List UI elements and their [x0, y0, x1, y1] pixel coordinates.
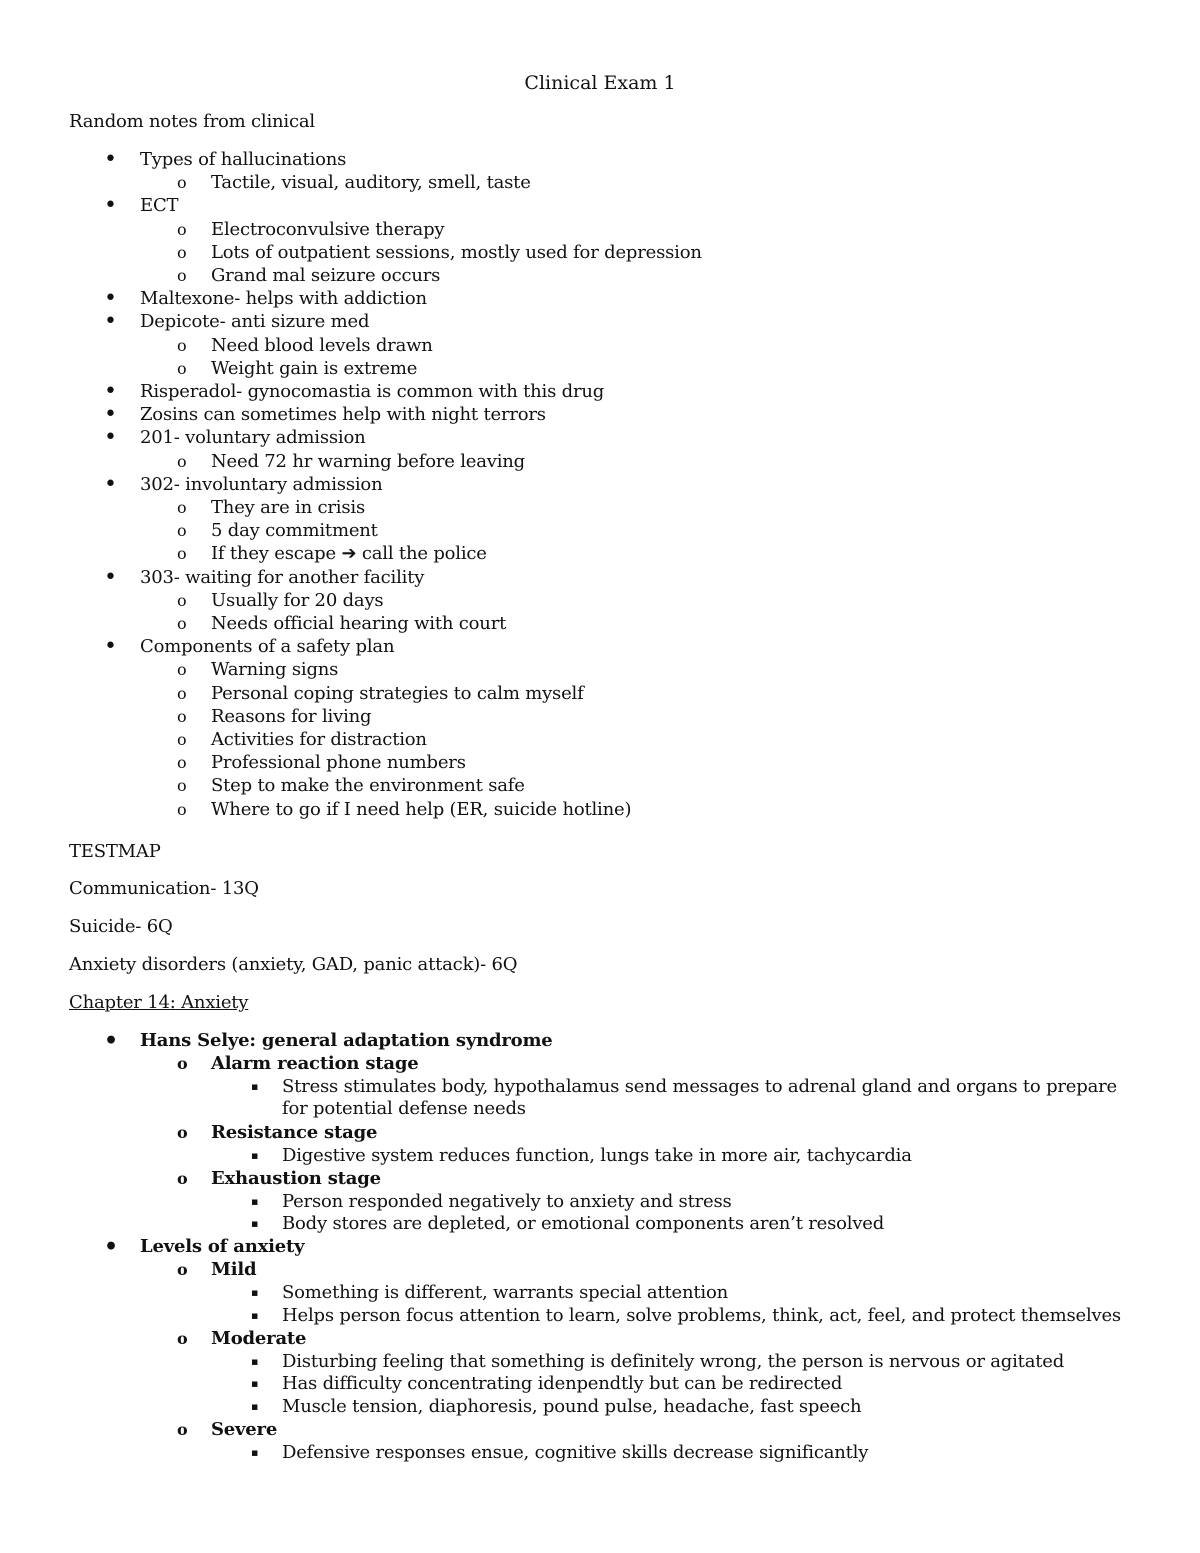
sub-list-item: Grand mal seizure occurs — [211, 265, 441, 286]
section-heading: Hans Selye: general adaptation syndrome — [140, 1030, 553, 1051]
bullet-icon: • — [104, 309, 117, 335]
bullet-icon: • — [104, 147, 117, 172]
circle-bullet-icon: o — [177, 544, 187, 564]
square-bullet-icon: ▪ — [251, 1354, 259, 1368]
sub-list-item: Personal coping strategies to calm myself — [211, 682, 584, 704]
sub-list-item: Activities for distraction — [211, 729, 427, 750]
sub-list-item: Reasons for living — [211, 705, 372, 727]
list-item: Zosins can sometimes help with night terrors — [140, 404, 546, 426]
sub-list-item: Usually for 20 days — [211, 589, 384, 611]
bullet-icon: • — [104, 1234, 119, 1260]
circle-bullet-icon: o — [177, 1328, 188, 1348]
stage-heading: Mild — [211, 1259, 257, 1281]
list-item: Risperadol- gynocomastia is common with this drug — [140, 381, 605, 402]
detail-item: Person responded negatively to anxiety and stress — [282, 1190, 732, 1212]
chapter-heading: Chapter 14: Anxiety — [69, 992, 249, 1013]
section-heading: Levels of anxiety — [140, 1236, 305, 1257]
circle-bullet-icon: o — [177, 753, 187, 773]
sub-list-item: Professional phone numbers — [211, 752, 466, 774]
detail-item: Body stores are depleted, or emotional components aren’t resolved — [282, 1213, 885, 1235]
stage-heading: Severe — [211, 1418, 278, 1440]
circle-bullet-icon: o — [177, 1419, 188, 1439]
circle-bullet-icon: o — [177, 1260, 188, 1280]
sub-list-item: Lots of outpatient sessions, mostly used for depression — [211, 241, 702, 263]
sub-list-item: Weight gain is extreme — [211, 357, 418, 379]
testmap-item: Suicide- 6Q — [69, 916, 173, 937]
bullet-icon: • — [104, 425, 117, 451]
sub-list-item: Warning signs — [211, 659, 339, 681]
circle-bullet-icon: o — [177, 1168, 188, 1188]
square-bullet-icon: ▪ — [251, 1217, 259, 1231]
square-bullet-icon: ▪ — [251, 1445, 259, 1459]
circle-bullet-icon: o — [177, 660, 187, 680]
circle-bullet-icon: o — [177, 730, 187, 749]
detail-item: Muscle tension, diaphoresis, pound pulse, headache, fast speech — [282, 1396, 862, 1417]
circle-bullet-icon: o — [177, 590, 187, 610]
detail-item: Stress stimulates body, hypothalamus send messages to adrenal gland and organs to prepare for potential defense needs — [282, 1076, 1117, 1120]
sub-list-item: 5 day commitment — [211, 520, 378, 542]
square-bullet-icon: ▪ — [251, 1194, 259, 1208]
stage-heading: Moderate — [211, 1327, 307, 1349]
sub-list-item: Need 72 hr warning before leaving — [211, 450, 526, 472]
square-bullet-icon: ▪ — [251, 1149, 259, 1162]
sub-list-item: Need blood levels drawn — [211, 334, 433, 356]
bullet-icon: • — [104, 379, 117, 404]
detail-item: Defensive responses ensue, cognitive skills decrease significantly — [282, 1441, 869, 1463]
square-bullet-icon: ▪ — [251, 1377, 259, 1391]
sub-list-item: Electroconvulsive therapy — [211, 218, 445, 240]
detail-item: Helps person focus attention to learn, solve problems, think, act, feel, and protect themselves — [282, 1305, 1121, 1326]
detail-item: Disturbing feeling that something is definitely wrong, the person is nervous or agitated — [282, 1350, 1065, 1372]
sub-list-item: Step to make the environment safe — [211, 775, 525, 797]
testmap-item: Anxiety disorders (anxiety, GAD, panic attack)- 6Q — [69, 954, 518, 975]
list-item: Components of a safety plan — [140, 636, 395, 658]
circle-bullet-icon: o — [177, 173, 187, 193]
square-bullet-icon: ▪ — [251, 1309, 259, 1322]
bullet-icon: • — [104, 402, 117, 428]
sub-list-item: Tactile, visual, auditory, smell, taste — [211, 172, 531, 194]
circle-bullet-icon: o — [177, 498, 187, 517]
stage-heading: Alarm reaction stage — [211, 1053, 419, 1075]
bullet-icon: • — [104, 193, 117, 219]
circle-bullet-icon: o — [177, 1122, 188, 1142]
intro-text: Random notes from clinical — [69, 111, 315, 132]
circle-bullet-icon: o — [177, 683, 187, 703]
list-item: Types of hallucinations — [140, 149, 347, 170]
sub-list-item: Where to go if I need help (ER, suicide hotline) — [211, 798, 632, 820]
bullet-icon: • — [104, 634, 117, 660]
circle-bullet-icon: o — [177, 614, 187, 633]
circle-bullet-icon: o — [177, 335, 187, 355]
circle-bullet-icon: o — [177, 266, 187, 285]
list-item: Depicote- anti sizure med — [140, 311, 370, 333]
list-item: 303- waiting for another facility — [140, 566, 425, 588]
stage-heading: Resistance stage — [211, 1121, 378, 1143]
detail-item: Has difficulty concentrating idenpendtly but can be redirected — [282, 1373, 843, 1395]
circle-bullet-icon: o — [177, 521, 187, 541]
bullet-icon: • — [104, 471, 117, 497]
circle-bullet-icon: o — [177, 1054, 188, 1074]
square-bullet-icon: ▪ — [251, 1400, 259, 1413]
list-item: 201- voluntary admission — [140, 427, 366, 449]
testmap-heading: TESTMAP — [69, 841, 161, 862]
bullet-icon: • — [104, 1028, 119, 1054]
page-title: Clinical Exam 1 — [524, 72, 676, 94]
detail-item: Digestive system reduces function, lungs take in more air, tachycardia — [282, 1145, 912, 1166]
sub-list-item: If they escape ➔ call the police — [211, 543, 487, 565]
detail-item: Something is different, warrants special attention — [282, 1282, 728, 1304]
circle-bullet-icon: o — [177, 799, 187, 819]
sub-list-item: Needs official hearing with court — [211, 613, 507, 634]
testmap-item: Communication- 13Q — [69, 878, 259, 899]
circle-bullet-icon: o — [177, 451, 187, 471]
list-item: 302- involuntary admission — [140, 473, 383, 495]
circle-bullet-icon: o — [177, 242, 187, 262]
circle-bullet-icon: o — [177, 358, 187, 378]
bullet-icon: • — [104, 286, 117, 312]
circle-bullet-icon: o — [177, 219, 187, 239]
stage-heading: Exhaustion stage — [211, 1167, 381, 1189]
circle-bullet-icon: o — [177, 706, 187, 726]
square-bullet-icon: ▪ — [251, 1286, 259, 1300]
circle-bullet-icon: o — [177, 776, 187, 796]
sub-list-item: They are in crisis — [211, 497, 365, 518]
list-item: ECT — [140, 195, 179, 217]
bullet-icon: • — [104, 564, 117, 590]
square-bullet-icon: ▪ — [251, 1080, 259, 1094]
list-item: Maltexone- helps with addiction — [140, 288, 427, 310]
